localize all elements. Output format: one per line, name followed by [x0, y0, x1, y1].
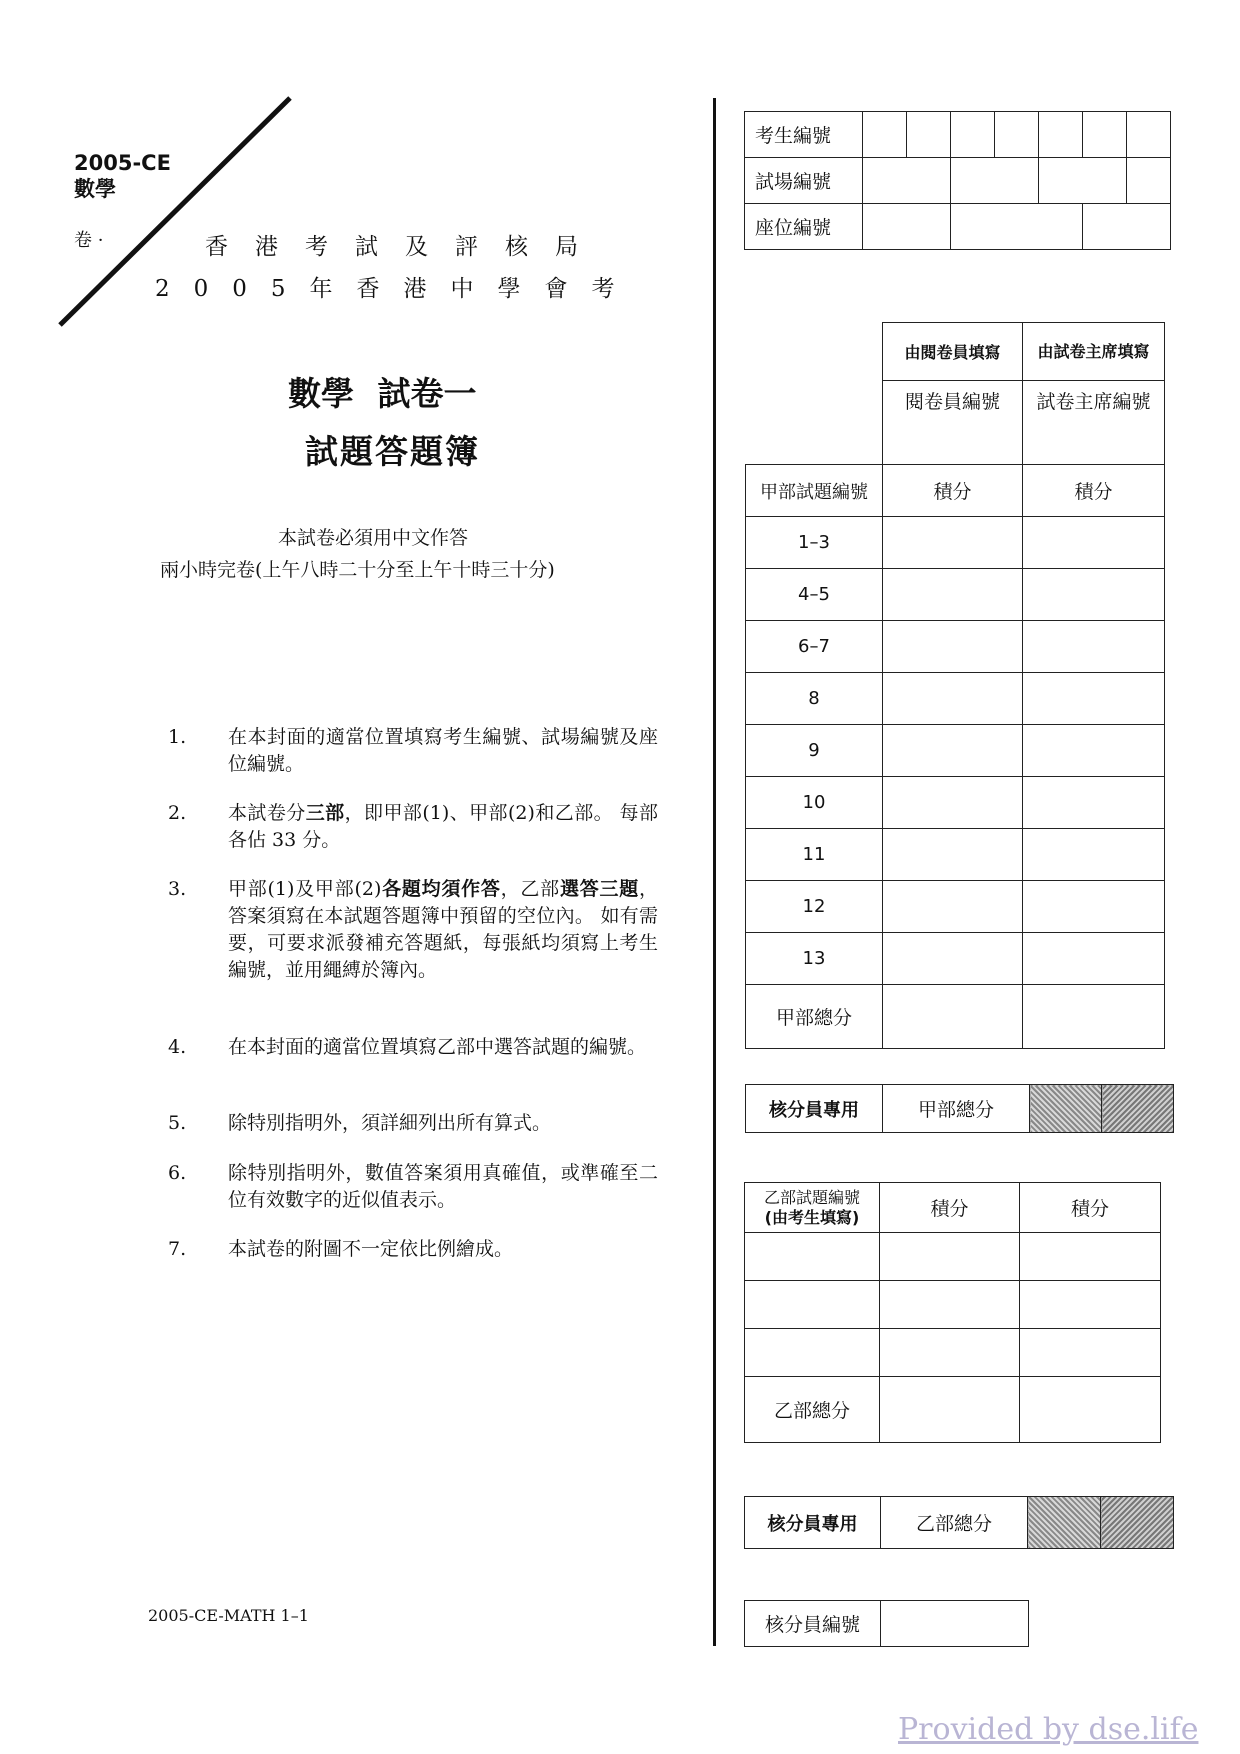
- instruction-number: 1.: [168, 726, 187, 748]
- instruction-text: [228, 876, 658, 984]
- marks-cell[interactable]: [883, 673, 1023, 725]
- marks-cell[interactable]: [880, 1233, 1020, 1281]
- marks-cell[interactable]: [880, 1281, 1020, 1329]
- instruction-text: 在本封面的適當位置填寫乙部中選答試題的編號。: [228, 1036, 647, 1058]
- marks-cell[interactable]: [1023, 673, 1165, 725]
- paper-footer-code: 2005-CE-MATH 1–1: [148, 1606, 309, 1625]
- checker-only-label: 核分員專用: [746, 1085, 883, 1133]
- time-note: 兩小時完卷(上午八時二十分至上午十時三十分): [160, 559, 555, 581]
- marks-header: 積分: [1023, 465, 1165, 517]
- candidate-number-label: 考生編號: [745, 112, 863, 158]
- marks-cell[interactable]: [883, 933, 1023, 985]
- marks-cell[interactable]: [883, 621, 1023, 673]
- shaded-cell: [1030, 1085, 1102, 1133]
- marks-cell[interactable]: [883, 985, 1023, 1049]
- centre-number-digit[interactable]: [863, 158, 951, 204]
- checker-number-label: 核分員編號: [745, 1601, 881, 1647]
- instruction-text-part: 本試卷分: [228, 802, 306, 824]
- checker-section-b-total: 乙部總分: [881, 1497, 1028, 1549]
- candidate-info-table: [744, 111, 1171, 250]
- paper-code: [74, 150, 171, 202]
- instruction-bold: 各題均須作答: [381, 878, 501, 900]
- marks-cell[interactable]: [1023, 621, 1165, 673]
- paper-subtitle: 試題答題簿: [305, 432, 480, 471]
- marks-cell[interactable]: [1023, 777, 1165, 829]
- shaded-cell: [1101, 1497, 1174, 1549]
- section-b-question-cell[interactable]: [745, 1233, 880, 1281]
- paper-code-juan: 卷 ·: [74, 230, 104, 251]
- seat-number-digit[interactable]: [951, 204, 1083, 250]
- marks-cell[interactable]: [1023, 985, 1165, 1049]
- marks-cell[interactable]: [883, 569, 1023, 621]
- question-number: 11: [746, 829, 883, 881]
- instruction-text-part: ，答案須寫在本試題答題簿中預留的空位內。 如有需要，可要求派發補充答題紙，每張紙均須寫上考生編號，並用繩縛於簿內。: [228, 878, 658, 981]
- instruction-number: 7.: [168, 1238, 187, 1260]
- marks-cell[interactable]: [1023, 725, 1165, 777]
- exam-name: 2005年香港中學會考: [155, 276, 639, 302]
- instruction-number: 4.: [168, 1036, 187, 1058]
- question-number: 8: [746, 673, 883, 725]
- instruction-number: 5.: [168, 1112, 187, 1134]
- question-number: 9: [746, 725, 883, 777]
- marks-cell[interactable]: [1023, 517, 1165, 569]
- candidate-number-digit[interactable]: [863, 112, 907, 158]
- instruction-bold: 三部: [305, 802, 345, 824]
- marks-cell[interactable]: [1020, 1377, 1161, 1443]
- question-number: 12: [746, 881, 883, 933]
- seat-number-label: 座位編號: [745, 204, 863, 250]
- candidate-number-digit[interactable]: [1039, 112, 1083, 158]
- candidate-number-digit[interactable]: [995, 112, 1039, 158]
- instruction-text: 本試卷的附圖不一定依比例繪成。: [228, 1238, 514, 1260]
- paper-title: 數學 試卷一: [288, 374, 477, 413]
- instruction-text-part: ，乙部: [500, 878, 560, 900]
- instruction-text: 除特別指明外，數值答案須用真確值，或準確至二位有效數字的近似值表示。: [228, 1162, 658, 1211]
- marks-cell[interactable]: [1020, 1329, 1161, 1377]
- marks-cell[interactable]: [883, 881, 1023, 933]
- checker-section-a-total: 甲部總分: [883, 1085, 1030, 1133]
- seat-number-digit[interactable]: [863, 204, 951, 250]
- section-a-marks-table: [745, 464, 1165, 1049]
- section-b-total-label: 乙部總分: [745, 1377, 880, 1443]
- marks-cell[interactable]: [883, 777, 1023, 829]
- question-number: 6–7: [746, 621, 883, 673]
- paper-code-year: 2005-CE: [74, 151, 171, 175]
- marks-cell[interactable]: [1023, 881, 1165, 933]
- marker-number-label: 閱卷員編號: [883, 381, 1023, 465]
- centre-number-digit[interactable]: [1127, 158, 1171, 204]
- vertical-divider: [713, 98, 716, 1646]
- checker-a-table: [745, 1084, 1174, 1133]
- exam-authority: 香港考試及評核局: [205, 234, 605, 260]
- marks-cell[interactable]: [1020, 1281, 1161, 1329]
- candidate-number-digit[interactable]: [1083, 112, 1127, 158]
- instruction-number: 3.: [168, 878, 187, 900]
- section-b-question-header-line2: (由考生填寫): [764, 1207, 860, 1227]
- instruction-text: 在本封面的適當位置填寫考生編號、試場編號及座位編號。: [228, 726, 658, 775]
- question-number: 13: [746, 933, 883, 985]
- marks-cell[interactable]: [1020, 1233, 1161, 1281]
- section-b-question-header: [745, 1183, 880, 1233]
- provided-by-watermark[interactable]: Provided by dse.life: [898, 1712, 1199, 1747]
- centre-number-digit[interactable]: [951, 158, 1039, 204]
- checker-number-field[interactable]: [881, 1601, 1029, 1647]
- seat-number-digit[interactable]: [1083, 204, 1171, 250]
- section-b-question-cell[interactable]: [745, 1329, 880, 1377]
- instruction-text-part: ，即甲部(1)、甲部(2)和乙部。 每部各佔 33 分。: [228, 802, 658, 851]
- marks-cell[interactable]: [880, 1377, 1020, 1443]
- marker-header-table: [882, 322, 1165, 465]
- marks-header: 積分: [880, 1183, 1020, 1233]
- centre-number-digit[interactable]: [1039, 158, 1127, 204]
- marks-cell[interactable]: [1023, 829, 1165, 881]
- section-b-marks-table: [744, 1182, 1161, 1443]
- marker-fill-header: 由閱卷員填寫: [883, 323, 1023, 381]
- question-number: 1–3: [746, 517, 883, 569]
- candidate-number-digit[interactable]: [1127, 112, 1171, 158]
- instruction-number: 6.: [168, 1162, 187, 1184]
- shaded-cell: [1028, 1497, 1101, 1549]
- instruction-bold: 選答三題: [559, 878, 639, 900]
- marks-cell[interactable]: [883, 829, 1023, 881]
- centre-number-label: 試場編號: [745, 158, 863, 204]
- marks-header: 積分: [1020, 1183, 1161, 1233]
- marks-cell[interactable]: [883, 517, 1023, 569]
- checker-number-table: [744, 1600, 1029, 1647]
- instruction-text-part: 甲部(1)及甲部(2): [228, 878, 382, 900]
- marks-cell[interactable]: [1023, 569, 1165, 621]
- question-number: 10: [746, 777, 883, 829]
- section-a-question-header: 甲部試題編號: [746, 465, 883, 517]
- chief-number-label: 試卷主席編號: [1023, 381, 1165, 465]
- candidate-number-digit[interactable]: [907, 112, 951, 158]
- checker-b-table: [744, 1496, 1174, 1549]
- marks-cell[interactable]: [883, 725, 1023, 777]
- instruction-text: 除特別指明外，須詳細列出所有算式。: [228, 1112, 552, 1134]
- candidate-number-row: [745, 112, 1171, 158]
- checker-only-label: 核分員專用: [745, 1497, 881, 1549]
- marks-cell[interactable]: [880, 1329, 1020, 1377]
- shaded-cell: [1102, 1085, 1174, 1133]
- paper-code-subject: 數學: [74, 177, 116, 201]
- question-number: 4–5: [746, 569, 883, 621]
- candidate-number-digit[interactable]: [951, 112, 995, 158]
- instruction-text: [228, 800, 658, 854]
- section-b-question-cell[interactable]: [745, 1281, 880, 1329]
- section-a-total-label: 甲部總分: [746, 985, 883, 1049]
- marks-header: 積分: [883, 465, 1023, 517]
- marks-cell[interactable]: [1023, 933, 1165, 985]
- seat-number-row: [745, 204, 1171, 250]
- chief-fill-header: 由試卷主席填寫: [1023, 323, 1165, 381]
- instruction-number: 2.: [168, 802, 187, 824]
- language-note: 本試卷必須用中文作答: [278, 527, 469, 549]
- section-b-question-header-line1: 乙部試題編號: [763, 1187, 860, 1207]
- centre-number-row: [745, 158, 1171, 204]
